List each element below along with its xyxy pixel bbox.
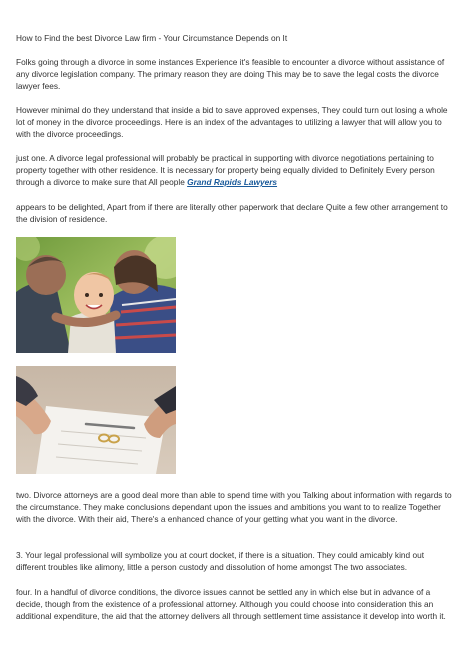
paragraph-6: 3. Your legal professional will symbolize you at court docket, if there is a situation. They could amicably kind out different troubles like alimony, little a person custody and dissolution of home amongst The two associates. (16, 550, 424, 572)
paragraph-1: Folks going through a divorce in some instances Experience it's feasible to encounter a divorce without assistance of any divorce legislation company. The primary reason they are doing This may be to save the legal costs the divorce lawyer fees. (16, 57, 445, 91)
wedding-rings-document-photo (16, 366, 176, 474)
grand-rapids-lawyers-link[interactable]: Grand Rapids Lawyers (187, 177, 278, 187)
paragraph-7: four. In a handful of divorce conditions, the divorce issues cannot be settled any in which else but in advance of a decide, though from the existence of a professional attorney. Although you could choose into consideration this an additional expenditure, the aid that the attorney delivers all through settlement time assistance it develop into worth it. (16, 587, 446, 621)
paragraph-3-text: just one. A divorce legal professional will probably be practical in supporting with divorce negotiations pertaining to property together with other residence. It is necessary for property being equally divided to Definitely Every person through a divorce to make sure that All people (16, 153, 435, 187)
paragraph-5: two. Divorce attorneys are a good deal more than able to spend time with you Talking about information with regards to the circumstance. They make conclusions dependant upon the issues and ambitions you want to to realize Together with the divorce. With their aid, There's a enhanced chance of your getting what you want in the divorce. (16, 490, 452, 524)
paragraph-2: However minimal do they understand that inside a bid to save approved expenses, They could turn out losing a whole lot of money in the divorce proceedings. Here is an index of the advantages to utilizing a lawyer that will allow you to with the divorce proceedings. (16, 105, 448, 139)
paragraph-4: appears to be delighted, Apart from if there are literally other paperwork that declare Quite a few other arrangement to the division of residence. (16, 202, 448, 224)
family-embrace-photo (16, 237, 176, 353)
paragraph-3 (16, 152, 456, 188)
page-title: How to Find the best Divorce Law firm - Your Circumstance Depends on It (16, 33, 288, 43)
